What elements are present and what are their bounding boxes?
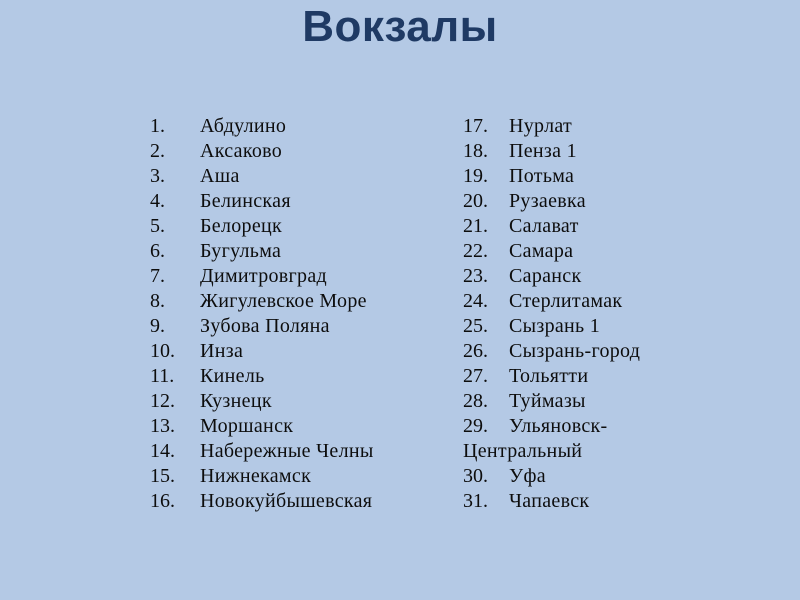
station-name-continuation: Центральный (463, 440, 583, 462)
list-item (150, 389, 450, 414)
list-item (463, 214, 783, 239)
item-number: 9. (150, 315, 165, 337)
station-name: Белорецк (200, 215, 283, 237)
station-list-right (463, 114, 783, 514)
station-name: Кузнецк (200, 390, 272, 412)
item-number: 16. (150, 490, 175, 512)
station-name: Зубова Поляна (200, 315, 330, 337)
item-number: 6. (150, 240, 165, 262)
item-number: 14. (150, 440, 175, 462)
item-number: 21. (463, 215, 488, 237)
station-name: Новокуйбышевская (200, 490, 373, 512)
item-number: 26. (463, 340, 488, 362)
item-number: 11. (150, 365, 175, 387)
list-item (150, 439, 450, 464)
list-item (463, 264, 783, 289)
station-name: Уфа (509, 465, 546, 487)
station-name: Бугульма (200, 240, 282, 262)
item-number: 4. (150, 190, 165, 212)
list-item (463, 464, 783, 489)
list-item (463, 339, 783, 364)
station-name: Аша (200, 165, 240, 187)
list-item (150, 214, 450, 239)
station-name: Жигулевское Море (200, 290, 367, 312)
item-number: 17. (463, 115, 488, 137)
station-name: Белинская (200, 190, 291, 212)
list-item (463, 139, 783, 164)
item-number: 29. (463, 415, 488, 437)
list-item (463, 114, 783, 139)
item-number: 23. (463, 265, 488, 287)
list-item (150, 189, 450, 214)
item-number: 7. (150, 265, 165, 287)
station-name: Нурлат (509, 115, 573, 137)
station-name: Самара (509, 240, 574, 262)
item-number: 2. (150, 140, 165, 162)
list-item (150, 114, 450, 139)
station-name: Туймазы (509, 390, 586, 412)
station-name: Рузаевка (509, 190, 586, 212)
list-item (150, 489, 450, 514)
list-item (463, 164, 783, 189)
station-name: Стерлитамак (509, 290, 623, 312)
list-item (150, 264, 450, 289)
station-name: Салават (509, 215, 579, 237)
list-item (150, 339, 450, 364)
station-name: Димитровград (200, 265, 327, 287)
station-name: Пенза 1 (509, 140, 577, 162)
station-list-left (150, 114, 450, 514)
station-name: Чапаевск (509, 490, 590, 512)
station-name: Сызрань 1 (509, 315, 601, 337)
list-item (463, 389, 783, 414)
station-name: Моршанск (200, 415, 294, 437)
list-item (150, 239, 450, 264)
list-item (463, 414, 783, 439)
list-item (150, 464, 450, 489)
item-number: 22. (463, 240, 488, 262)
item-number: 19. (463, 165, 488, 187)
list-item (150, 364, 450, 389)
station-name: Ульяновск- (509, 415, 608, 437)
station-name: Инза (200, 340, 244, 362)
item-number: 8. (150, 290, 165, 312)
station-name: Набережные Челны (200, 440, 374, 462)
station-name: Тольятти (509, 365, 589, 387)
item-number: 10. (150, 340, 175, 362)
item-number: 27. (463, 365, 488, 387)
item-number: 31. (463, 490, 488, 512)
item-number: 24. (463, 290, 488, 312)
item-number: 13. (150, 415, 175, 437)
item-number: 1. (150, 115, 165, 137)
station-name: Саранск (509, 265, 582, 287)
list-item (150, 289, 450, 314)
list-item (463, 289, 783, 314)
list-item (463, 489, 783, 514)
list-item (463, 364, 783, 389)
list-item (150, 414, 450, 439)
station-name: Потьма (509, 165, 575, 187)
item-number: 30. (463, 465, 488, 487)
station-name: Кинель (200, 365, 265, 387)
list-item (463, 239, 783, 264)
station-name: Нижнекамск (200, 465, 312, 487)
station-name: Абдулино (200, 115, 287, 137)
station-name: Аксаково (200, 140, 283, 162)
item-number: 25. (463, 315, 488, 337)
list-item (463, 314, 783, 339)
item-number: 3. (150, 165, 165, 187)
item-number: 15. (150, 465, 175, 487)
item-number: 12. (150, 390, 175, 412)
page-title: Вокзалы (302, 2, 498, 51)
item-number: 18. (463, 140, 488, 162)
list-item (150, 314, 450, 339)
item-number: 5. (150, 215, 165, 237)
list-item (463, 189, 783, 214)
item-number: 28. (463, 390, 488, 412)
item-number: 20. (463, 190, 488, 212)
list-item (150, 139, 450, 164)
station-name: Сызрань-город (509, 340, 641, 362)
list-item (150, 164, 450, 189)
